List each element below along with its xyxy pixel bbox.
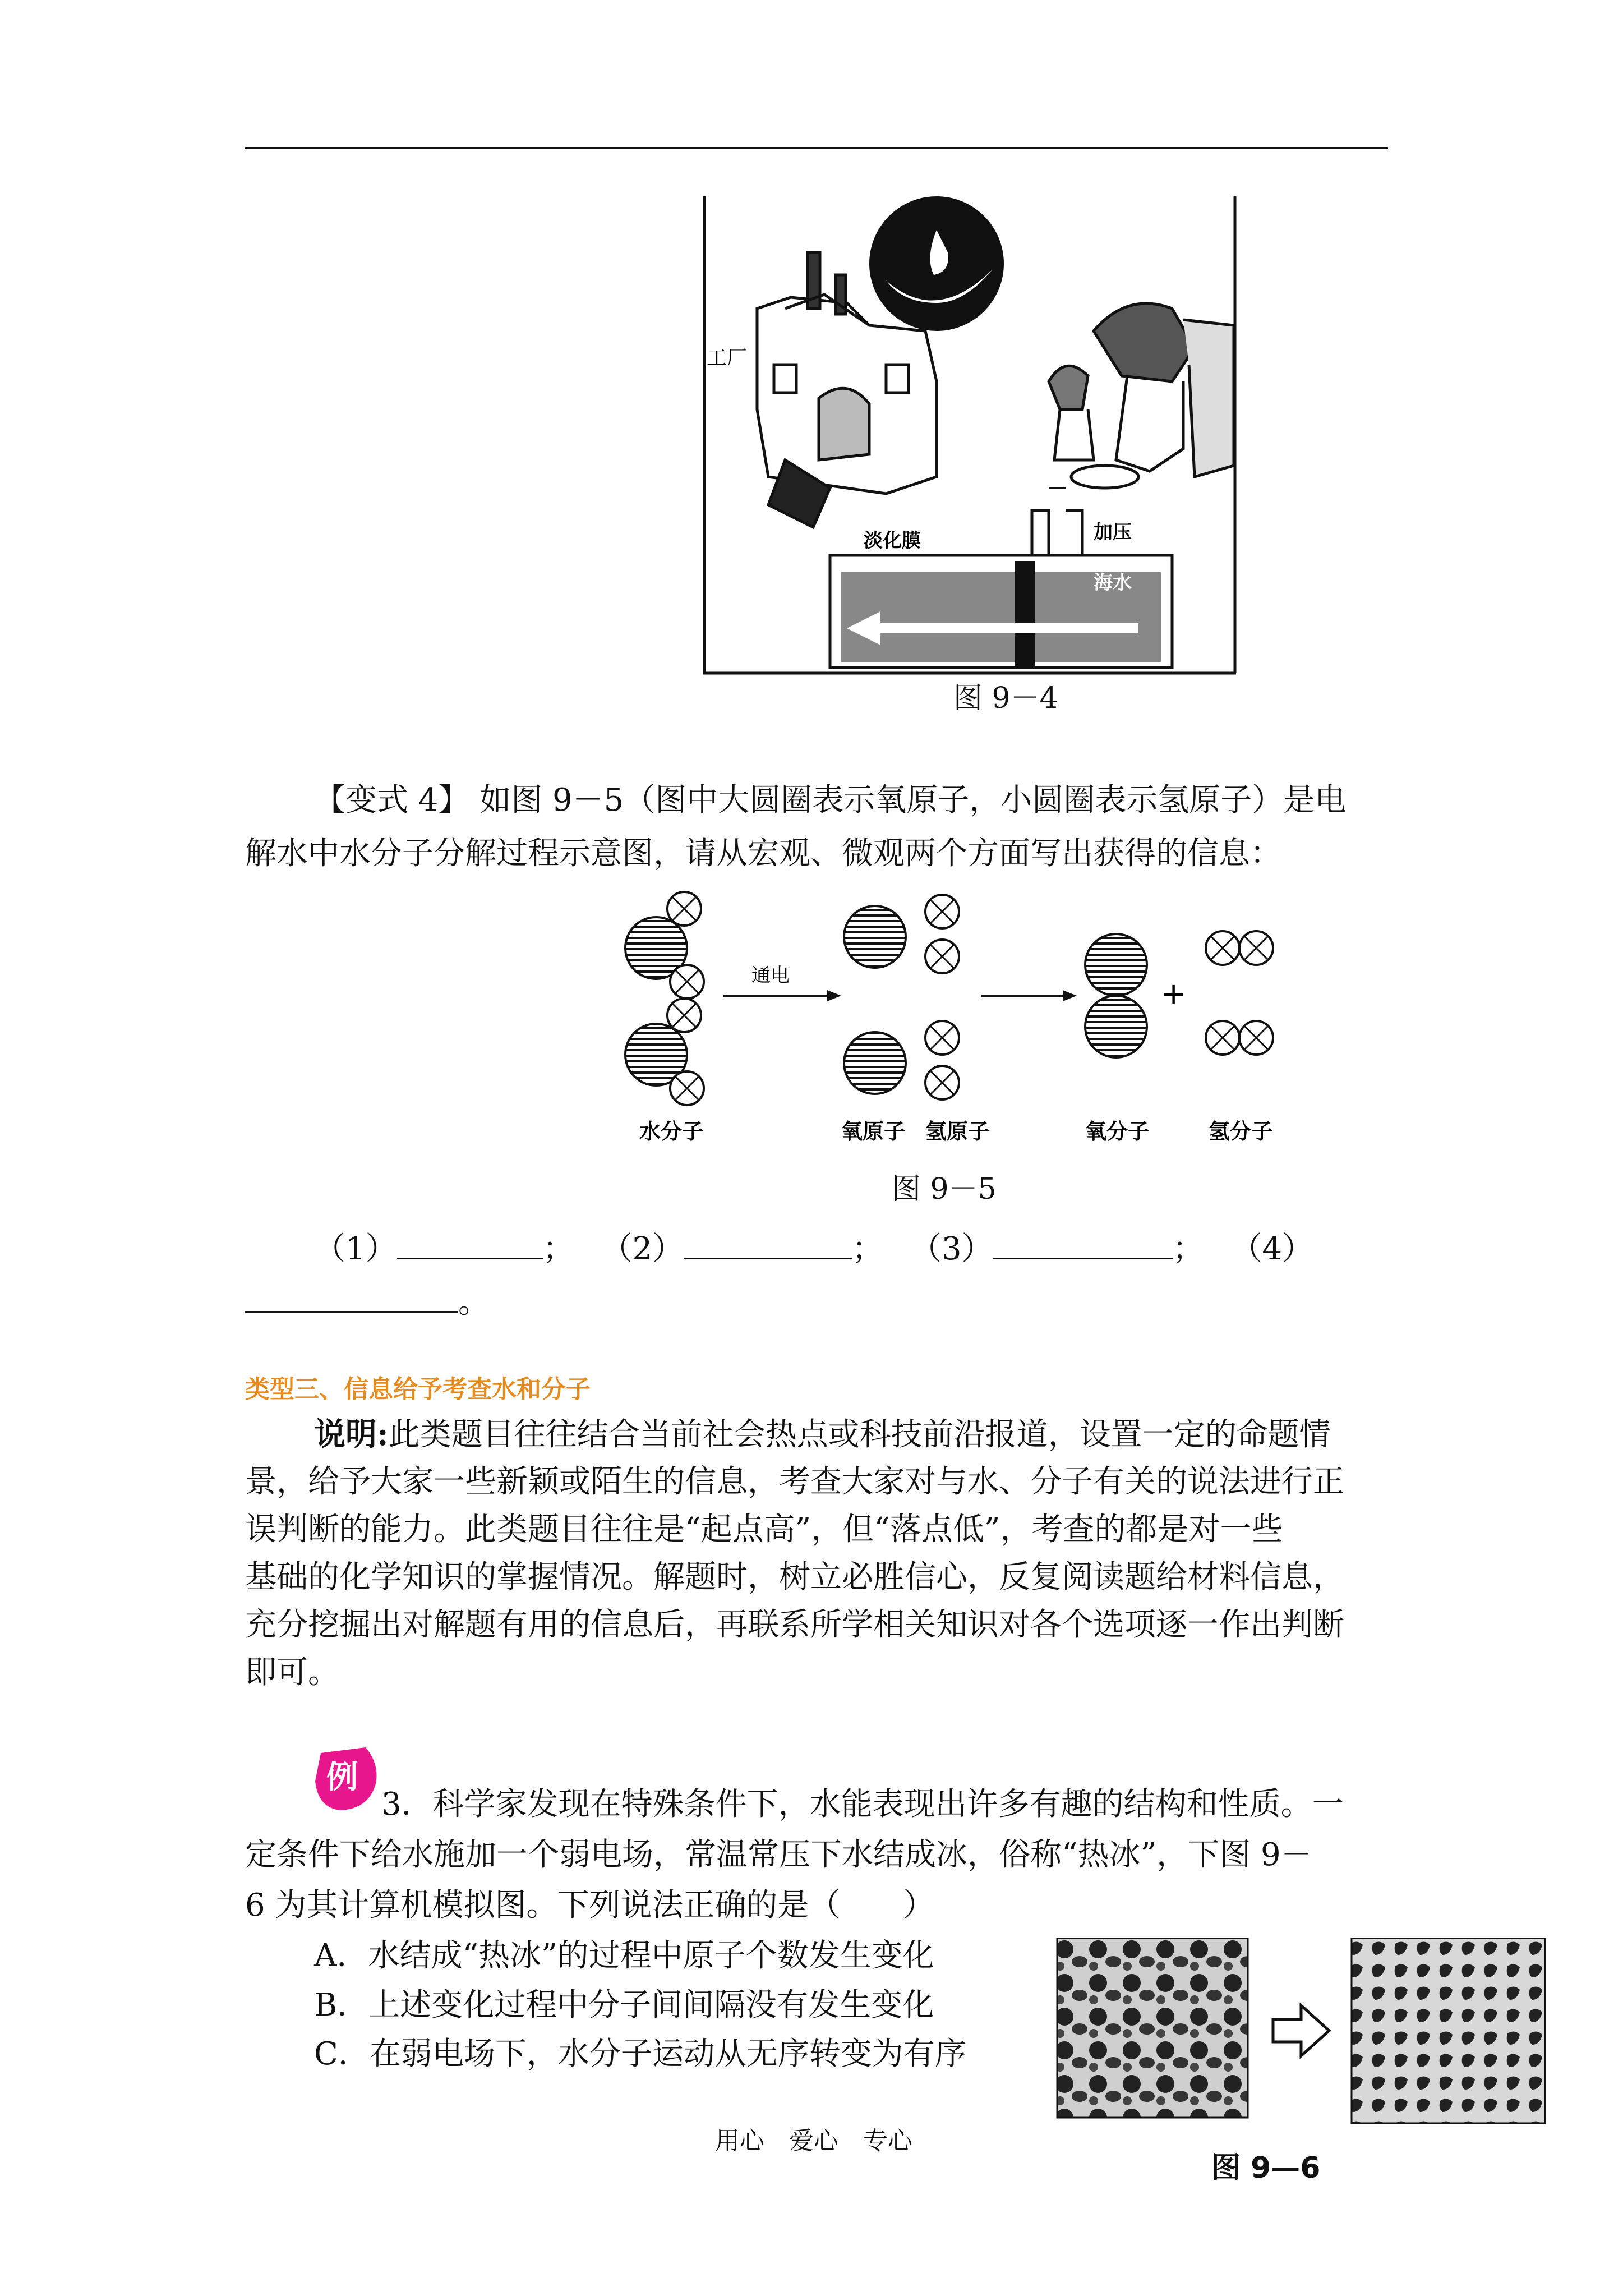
hydrogen-molecule-label: 氢分子 — [1209, 1119, 1273, 1144]
answer-blanks-line1 — [314, 1226, 1313, 1273]
section-3-title: 类型三、信息给予考查水和分子 — [245, 1375, 591, 1404]
water-molecule-label: 水分子 — [639, 1119, 704, 1144]
section-3-desc-line4: 基础的化学知识的掌握情况。解题时，树立必胜信心，反复阅读题给材料信息， — [245, 1559, 1344, 1595]
figure-9-5-caption: 图 9－5 — [892, 1172, 997, 1206]
example3-line1: 3．科学家发现在特殊条件下，水能表现出许多有趣的结构和性质。一 — [381, 1786, 1344, 1823]
oxygen-atom — [844, 906, 906, 968]
variant4-text1: 如图 9－5（图中大圆圈表示氧原子，小圆圈表示氢原子）是电 — [479, 782, 1347, 818]
arrow-label: 通电 — [751, 964, 790, 987]
desc-label: 说明: — [314, 1416, 389, 1453]
example-badge-icon — [310, 1742, 382, 1815]
reaction-arrow — [723, 990, 841, 1001]
plus-sign: + — [1161, 976, 1187, 1011]
section-3-desc-line5: 充分挖掘出对解题有用的信息后，再联系所学相关知识对各个选项逐一作出判断 — [245, 1607, 1344, 1643]
figure-9-6 — [1054, 1938, 1548, 2162]
membrane-label: 淡化膜 — [864, 530, 921, 552]
water-logo-icon — [869, 196, 1004, 331]
answer-blank-3[interactable] — [993, 1230, 1173, 1259]
section-3-desc-line3: 误判断的能力。此类题目往往是“起点高”，但“落点低”，考查的都是对一些 — [245, 1511, 1283, 1548]
figure-9-6-caption: 图 9—6 — [1211, 2151, 1321, 2185]
example-badge — [310, 1742, 382, 1815]
section-3-desc-line6: 即可。 — [245, 1654, 339, 1691]
blank-3-label: （3） — [910, 1231, 993, 1267]
example3-line3: 6 为其计算机模拟图。下列说法正确的是（ ） — [245, 1887, 935, 1924]
option-c: C．在弱电场下，水分子运动从无序转变为有序 — [314, 2036, 966, 2072]
oxygen-atom — [844, 1032, 906, 1094]
oxygen-molecule-label: 氧分子 — [1085, 1119, 1150, 1144]
seawater-label: 海水 — [1094, 572, 1132, 594]
variant4-line2: 解水中水分子分解过程示意图，请从宏观、微观两个方面写出获得的信息： — [245, 835, 1281, 872]
figure-9-4 — [701, 196, 1239, 679]
option-b: B．上述变化过程中分子间间隔没有发生变化 — [314, 1987, 934, 2023]
pressure-label: 加压 — [1094, 521, 1132, 544]
disordered-water-image — [1057, 1938, 1248, 2118]
oxygen-atom — [1085, 996, 1147, 1057]
period: 。 — [458, 1284, 490, 1320]
reaction-arrow — [981, 990, 1077, 1001]
answer-blank-1[interactable] — [397, 1230, 543, 1259]
separator: ； — [852, 1231, 884, 1267]
separator: ； — [1172, 1231, 1204, 1267]
figure-9-4-caption: 图 9－4 — [953, 682, 1058, 715]
figure-9-5 — [606, 875, 1290, 1161]
example-badge-text: 例 — [326, 1759, 358, 1796]
variant4-tag: 【变式 4】 — [314, 782, 470, 818]
blank-4-label: （4） — [1230, 1231, 1313, 1267]
answer-blank-4[interactable] — [245, 1283, 458, 1313]
answer-blank-2[interactable] — [684, 1230, 852, 1259]
ordered-ice-image — [1352, 1938, 1545, 2123]
oxygen-atom — [1085, 934, 1147, 996]
page-footer: 用心 爱心 专心 — [715, 2127, 912, 2155]
blank-2-label: （2） — [601, 1231, 684, 1267]
oxygen-atom-label: 氧原子 — [841, 1119, 906, 1144]
example3-line2: 定条件下给水施加一个弱电场，常温常压下水结成冰，俗称“热冰”，下图 9－ — [245, 1837, 1312, 1873]
answer-blanks-line2 — [245, 1279, 490, 1326]
factory-label: 工厂 — [707, 347, 748, 370]
separator: ； — [542, 1231, 574, 1267]
section-3-desc-line1 — [314, 1411, 1331, 1458]
option-a: A．水结成“热冰”的过程中原子个数发生变化 — [314, 1938, 934, 1974]
header-rule — [245, 147, 1388, 149]
outline-arrow-icon — [1273, 2005, 1329, 2056]
hydrogen-atom-label: 氢原子 — [925, 1119, 990, 1144]
desc-text1: 此类题目往往结合当前社会热点或科技前沿报道，设置一定的命题情 — [388, 1416, 1331, 1453]
section-3-desc-line2: 景，给予大家一些新颖或陌生的信息，考查大家对与水、分子有关的说法进行正 — [245, 1464, 1344, 1500]
variant4-line1 — [314, 777, 1346, 824]
blank-1-label: （1） — [314, 1231, 397, 1267]
